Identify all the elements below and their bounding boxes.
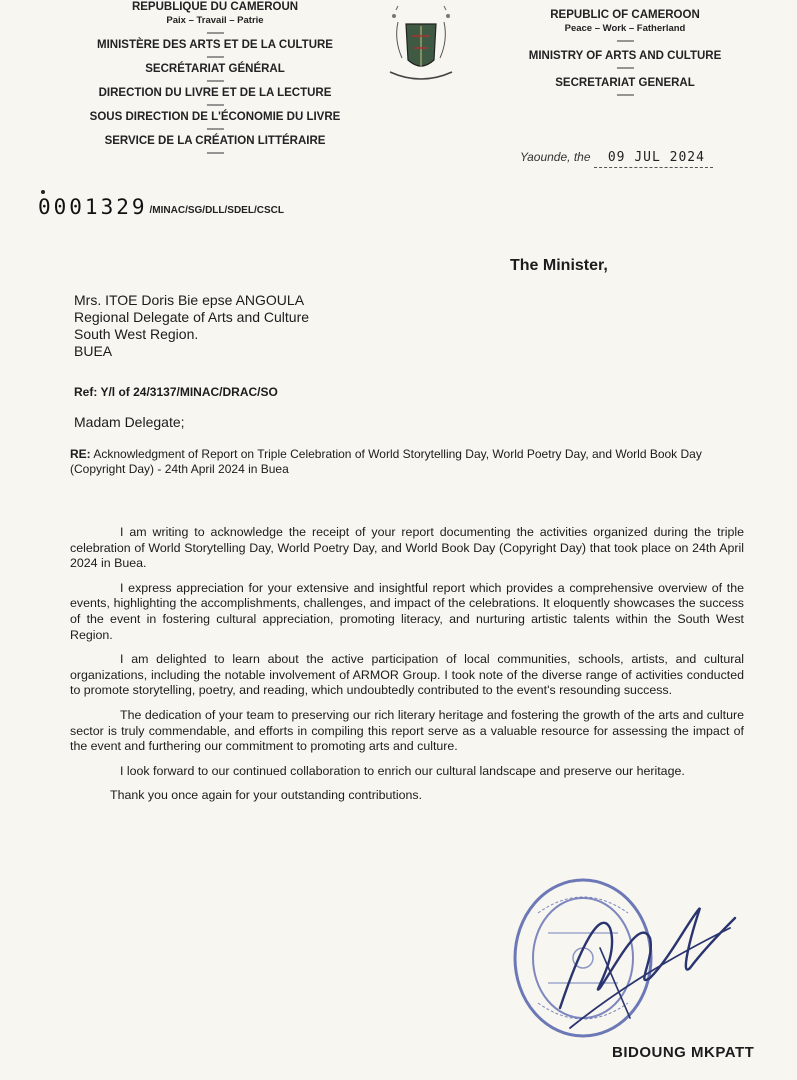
salutation: Madam Delegate; bbox=[74, 414, 185, 430]
fr-separator: ---------- bbox=[206, 76, 224, 85]
fr-separator: ---------- bbox=[206, 52, 224, 61]
subject-text: Acknowledgment of Report on Triple Celebration of World Storytelling Day, World Poetry Day, and World Book Day (Copyright Day) - 24th April 2024 in Buea bbox=[70, 447, 702, 476]
en-separator: ---------- bbox=[616, 90, 634, 99]
fr-separator: ---------- bbox=[206, 148, 224, 157]
fr-separator: ---------- bbox=[206, 28, 224, 37]
subject-label: RE: bbox=[70, 447, 91, 461]
french-letterhead bbox=[70, 0, 360, 158]
sender-title: The Minister, bbox=[510, 257, 608, 274]
margin-dot bbox=[41, 190, 45, 194]
reference-suffix: /MINAC/SG/DLL/SDEL/CSCL bbox=[149, 205, 284, 216]
fr-motto: Paix – Travail – Patrie bbox=[166, 15, 264, 26]
incoming-reference: Ref: Y/l of 24/3137/MINAC/DRAC/SO bbox=[74, 385, 278, 399]
addressee-block bbox=[74, 292, 309, 360]
addressee-line: Regional Delegate of Arts and Culture bbox=[74, 309, 310, 325]
en-separator: ---------- bbox=[616, 63, 634, 72]
reference-number: 0001329 bbox=[38, 195, 148, 219]
en-separator: ---------- bbox=[616, 36, 634, 45]
subject-line bbox=[70, 447, 750, 477]
body-paragraph: The dedication of your team to preserving our rich literary heritage and fostering the growth of the arts and culture sector is truly commendable, and efforts in compiling this report serve as a valuable resource for assessing the impact of the event and furthering our commitment to promoting arts and culture. bbox=[70, 707, 744, 754]
body-paragraph: I am writing to acknowledge the receipt of your report documenting the activities organized during the triple celebration of World Storytelling Day, World Poetry Day, and World Book Day (Copyright Day) that took place on 24th April 2024 in Buea. bbox=[70, 525, 744, 571]
en-motto: Peace – Work – Fatherland bbox=[564, 23, 686, 34]
date-value: 09 JUL 2024 bbox=[594, 150, 713, 168]
body-paragraph: I look forward to our continued collaboration to enrich our cultural landscape and preserve our heritage. bbox=[120, 763, 685, 778]
signatory-name: BIDOUNG MKPATT bbox=[612, 1044, 755, 1061]
addressee-line: South West Region. bbox=[74, 326, 199, 342]
body-paragraph: I am delighted to learn about the active participation of local communities, schools, artists, and cultural organizations, including the notable involvement of ARMOR Group. I took note of the diverse range of activities conducted to promote storytelling, poetry, and reading, which undoubtedly contributed to the event's resounding success. bbox=[70, 652, 744, 698]
fr-sub-direction: SOUS DIRECTION DE L'ÉCONOMIE DU LIVRE bbox=[89, 111, 341, 123]
letter-body bbox=[70, 525, 744, 813]
fr-secretariat: SECRÉTARIAT GÉNÉRAL bbox=[145, 63, 285, 75]
addressee-line: Mrs. ITOE Doris Bie epse ANGOULA bbox=[74, 292, 305, 308]
closing-line: Thank you once again for your outstanding contributions. bbox=[110, 788, 423, 803]
body-paragraph: I express appreciation for your extensive and insightful report which provides a comprehensive overview of the events, highlighting the accomplishments, challenges, and impact of the celebrations. It eloquently showcases the success of the event in fostering cultural appreciation, promoting literacy, and nurturing artistic talents within the South West Region. bbox=[70, 580, 744, 642]
english-letterhead bbox=[490, 8, 760, 100]
fr-country: REPUBLIQUE DU CAMEROUN bbox=[131, 1, 299, 13]
addressee-line: BUEA bbox=[74, 343, 113, 359]
fr-separator: ---------- bbox=[206, 124, 224, 133]
handwritten-signature-icon bbox=[540, 888, 740, 1038]
en-ministry: MINISTRY OF ARTS AND CULTURE bbox=[528, 50, 722, 62]
fr-direction: DIRECTION DU LIVRE ET DE LA LECTURE bbox=[98, 87, 332, 99]
fr-service: SERVICE DE LA CRÉATION LITTÉRAIRE bbox=[104, 135, 326, 147]
fr-ministry: MINISTÈRE DES ARTS ET DE LA CULTURE bbox=[97, 39, 333, 51]
fr-separator: ---------- bbox=[206, 100, 224, 109]
outgoing-reference bbox=[38, 195, 284, 219]
en-secretariat: SECRETARIAT GENERAL bbox=[555, 77, 695, 89]
en-country: REPUBLIC OF CAMEROON bbox=[550, 9, 700, 21]
date-label: Yaounde, the bbox=[520, 150, 591, 164]
coat-of-arms-icon bbox=[368, 2, 474, 88]
letter-date bbox=[520, 150, 713, 165]
